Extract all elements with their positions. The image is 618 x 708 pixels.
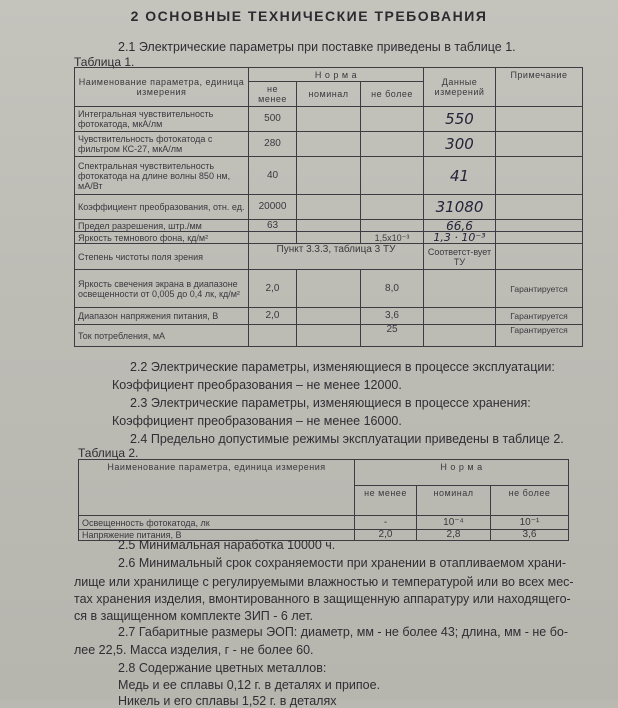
t2-cell-min: 2,0 [355,530,417,541]
t1-cell-note [496,132,583,157]
t1-cell-min: 280 [249,132,297,157]
t1-cell-data: 1,3 · 10⁻³ [424,232,496,244]
t1-cell-min: 2,0 [249,270,297,308]
t1-cell-name: Яркость свечения экрана в диапазоне освещенности от 0,005 до 0,4 лк, кд/м² [75,270,249,308]
t1-cell-nom [297,157,361,195]
paragraph-2-8-copper: Медь и ее сплавы 0,12 г. в деталях и припое. [118,678,381,692]
t1-cell-max [361,107,424,132]
t1-cell-note [496,107,583,132]
table-2-caption: Таблица 2. [78,446,139,460]
t1-cell-note [496,157,583,195]
table-row [75,195,583,220]
t1-cell-nom [297,132,361,157]
paragraph-2-2-value: Коэффициент преобразования – не менее 12000. [112,378,402,392]
section-title: 2 ОСНОВНЫЕ ТЕХНИЧЕСКИЕ ТРЕБОВАНИЯ [130,8,488,24]
t1-cell-name: Спектральная чувствительность фотокатода на длине волны 850 нм, мА/Вт [75,157,249,195]
t1-cell-max: 25 [361,325,424,347]
t1-cell-reference: Пункт 3.3.3, таблица 3 ТУ [249,244,424,270]
t1-cell-min: 63 [249,220,297,232]
t2-header-nom: номинал [417,486,491,516]
t1-cell-min [249,232,297,244]
table-1-caption: Таблица 1. [74,55,135,69]
t1-cell-note: Гарантируется [496,308,583,325]
paragraph-2-4: 2.4 Предельно допустимые режимы эксплуатации приведены в таблице 2. [130,432,564,446]
t1-cell-nom [297,308,361,325]
paragraph-2-8-nickel: Никель и его сплавы 1,52 г. в деталях [118,694,337,708]
paragraph-2-6-line-1: 2.6 Минимальный срок сохраняемости при хранении в отапливаемом храни- [118,556,566,570]
table-row [75,132,583,157]
t1-cell-max: 1,5x10⁻³ [361,232,424,244]
t1-cell-note [496,220,583,232]
t1-cell-nom [297,107,361,132]
t1-cell-data: 41 [424,157,496,195]
t1-cell-note [496,195,583,220]
table-1 [74,67,583,347]
paragraph-2-3: 2.3 Электрические параметры, изменяющиеся в процессе хранения: [130,396,531,410]
t1-cell-data: 300 [424,132,496,157]
t1-cell-name: Интегральная чувствительность фотокатода, мкА/лм [75,107,249,132]
t1-cell-data: Соответст-вует ТУ [424,244,496,270]
t1-cell-name: Диапазон напряжения питания, В [75,308,249,325]
t1-header-data: Данные измерений [424,68,496,107]
t1-cell-note [496,244,583,270]
t2-cell-name: Напряжение питания, В [79,530,355,541]
paragraph-2-7-line-1: 2.7 Габаритные размеры ЭОП: диаметр, мм - не более 43; длина, мм - не бо- [118,625,568,639]
t1-cell-data [424,325,496,347]
table-row [75,107,583,132]
table-row [75,244,583,270]
t1-header-norm: Н о р м а [249,68,424,82]
t2-header-max: не более [491,486,569,516]
t1-header-note: Примечание [496,68,583,107]
t2-header-norm: Н о р м а [355,460,569,486]
t1-cell-name: Чувствительность фотокатода с фильтром КС-27, мкА/лм [75,132,249,157]
t1-cell-nom [297,232,361,244]
t1-cell-name: Предел разрешения, штр./мм [75,220,249,232]
t1-cell-name: Ток потребления, мА [75,325,249,347]
paragraph-2-1: 2.1 Электрические параметры при поставке приведены в таблице 1. [118,40,516,54]
t1-cell-min: 20000 [249,195,297,220]
table-row [75,270,583,308]
t1-cell-min: 2,0 [249,308,297,325]
paragraph-2-2: 2.2 Электрические параметры, изменяющиеся в процессе эксплуатации: [130,360,555,374]
t2-header-name: Наименование параметра, единица измерения [79,460,355,516]
t1-cell-note [496,232,583,244]
t1-cell-max [361,157,424,195]
t2-header-min: не менее [355,486,417,516]
t1-cell-max [361,132,424,157]
t1-cell-max [361,195,424,220]
t2-cell-min: - [355,516,417,530]
table-2 [78,459,569,541]
t2-cell-nom: 10⁻⁴ [417,516,491,530]
table-row [75,157,583,195]
t1-header-name: Наименование параметра, единица измерения [75,68,249,107]
table-row [75,232,583,244]
t1-cell-data: 66,6 [424,220,496,232]
table-row [79,516,569,530]
t1-header-max: не более [361,82,424,107]
table-row [75,308,583,325]
t1-cell-note: Гарантируется [496,325,583,347]
paragraph-2-5: 2.5 Минимальная наработка 10000 ч. [118,538,336,552]
t1-cell-name: Яркость темнового фона, кд/м² [75,232,249,244]
t2-cell-max: 10⁻¹ [491,516,569,530]
t1-header-min: не менее [249,82,297,107]
paragraph-2-6-line-2: лище или хранилище с регулируемыми влажностью и температурой или во всех мес- [74,575,574,589]
paragraph-2-3-value: Коэффициент преобразования – не менее 16000. [112,414,402,428]
t1-cell-note: Гарантируется [496,270,583,308]
t1-cell-max: 8,0 [361,270,424,308]
t1-cell-nom [297,325,361,347]
t1-cell-min: 40 [249,157,297,195]
paragraph-2-7-line-2: лее 22,5. Масса изделия, г - не более 60. [74,643,314,657]
t1-cell-data [424,270,496,308]
paragraph-2-6-line-4: ся в защищенном комплекте ЗИП - 6 лет. [74,609,313,623]
table-row [75,325,583,347]
t1-cell-data: 31080 [424,195,496,220]
t1-cell-max [361,220,424,232]
t1-cell-name: Коэффициент преобразования, отн. ед. [75,195,249,220]
t1-cell-min [249,325,297,347]
paragraph-2-6-line-3: тах хранения изделия, вмонтированного в защищенную аппаратуру или находящего- [74,592,571,606]
table-row [75,220,583,232]
paragraph-2-8: 2.8 Содержание цветных металлов: [118,661,327,675]
t2-cell-max: 3,6 [491,530,569,541]
t1-cell-name: Степень чистоты поля зрения [75,244,249,270]
t1-cell-max: 3,6 [361,308,424,325]
t1-header-nom: номинал [297,82,361,107]
t2-cell-name: Освещенность фотокатода, лк [79,516,355,530]
t1-cell-nom [297,195,361,220]
t2-cell-nom: 2,8 [417,530,491,541]
t1-cell-nom [297,270,361,308]
t1-cell-min: 500 [249,107,297,132]
t1-cell-nom [297,220,361,232]
t1-cell-data: 550 [424,107,496,132]
t1-cell-data [424,308,496,325]
